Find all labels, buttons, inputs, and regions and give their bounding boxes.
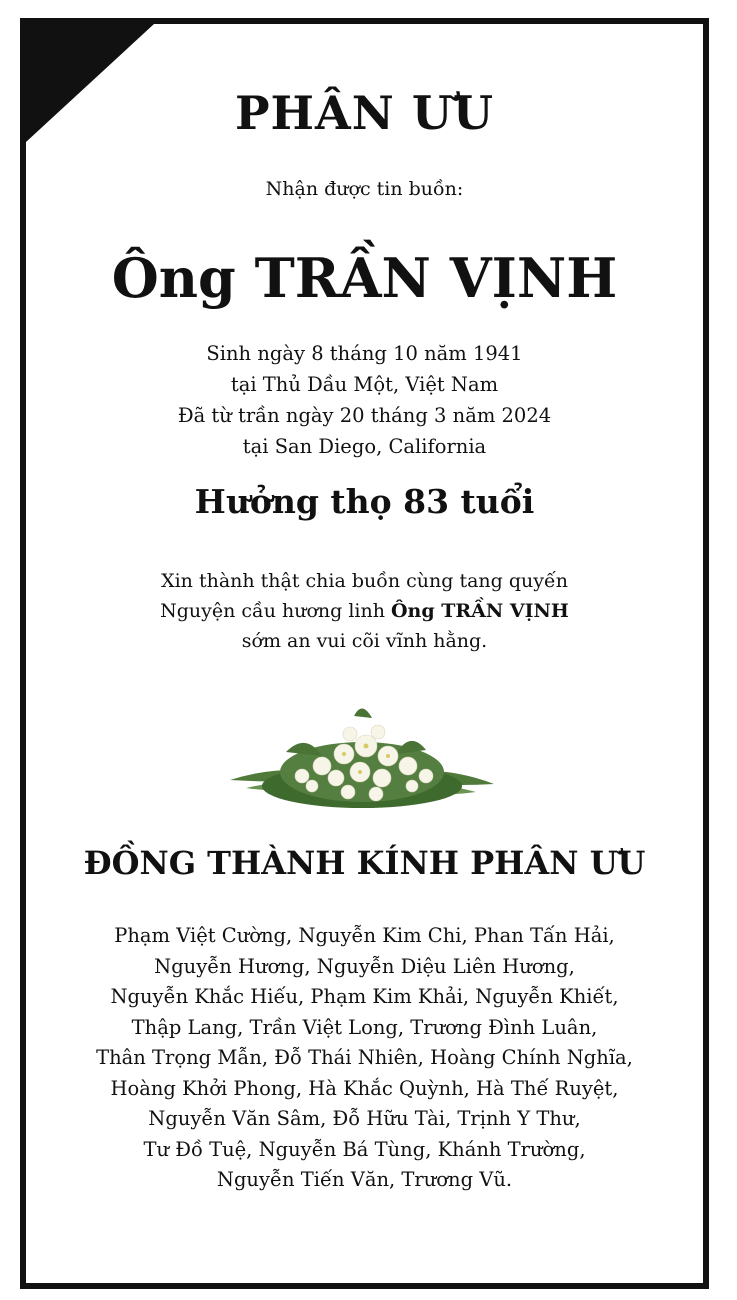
signers-line: Nguyễn Hương, Nguyễn Diệu Liên Hương, (154, 954, 575, 978)
signers-line: Nguyễn Văn Sâm, Đỗ Hữu Tài, Trịnh Y Thư, (148, 1107, 581, 1130)
page-title: PHÂN ƯU (234, 86, 495, 140)
flower-arrangement-image (226, 692, 498, 816)
death-date: Đã từ trần ngày 20 tháng 3 năm 2024 (177, 404, 552, 427)
signers-line: Tư Đồ Tuệ, Nguyễn Bá Tùng, Khánh Trường, (143, 1137, 586, 1161)
signers-line: Nguyễn Tiến Văn, Trương Vũ. (216, 1168, 513, 1191)
condolence-line-2-name: Ông TRẦN VỊNH (390, 600, 569, 622)
condolence-line-1: Xin thành thật chia buồn cùng tang quyến (161, 570, 568, 592)
birth-place: tại Thủ Dầu Một, Việt Nam (230, 373, 499, 396)
life-details (26, 338, 703, 462)
obituary-frame (20, 18, 709, 1289)
signoff-heading: ĐỒNG THÀNH KÍNH PHÂN ƯU (83, 844, 646, 882)
intro-text: Nhận được tin buồn: (265, 178, 464, 200)
condolence-message (26, 566, 703, 656)
deceased-name: Ông TRẦN VỊNH (111, 246, 618, 310)
signers-line: Nguyễn Khắc Hiếu, Phạm Kim Khải, Nguyễn Khiết, (110, 985, 619, 1008)
flower-leaves (230, 708, 494, 808)
condolence-line-2 (26, 596, 703, 626)
condolence-line-3: sớm an vui cõi vĩnh hằng. (241, 630, 488, 652)
signers-line: Hoàng Khởi Phong, Hà Khắc Quỳnh, Hà Thế Ruyệt, (110, 1076, 619, 1100)
signers-line: Thân Trọng Mẫn, Đỗ Thái Nhiên, Hoàng Chính Nghĩa, (96, 1046, 633, 1069)
death-place: tại San Diego, California (242, 435, 487, 458)
signers-line: Thập Lang, Trần Việt Long, Trương Đình Luân, (131, 1015, 598, 1039)
signers-list (26, 921, 703, 1196)
age-line: Hưởng thọ 83 tuổi (194, 482, 535, 521)
birth-date: Sinh ngày 8 tháng 10 năm 1941 (206, 342, 523, 365)
signers-line: Phạm Việt Cường, Nguyễn Kim Chi, Phan Tấn Hải, (114, 924, 615, 947)
condolence-line-2-prefix: Nguyện cầu hương linh (160, 600, 391, 622)
